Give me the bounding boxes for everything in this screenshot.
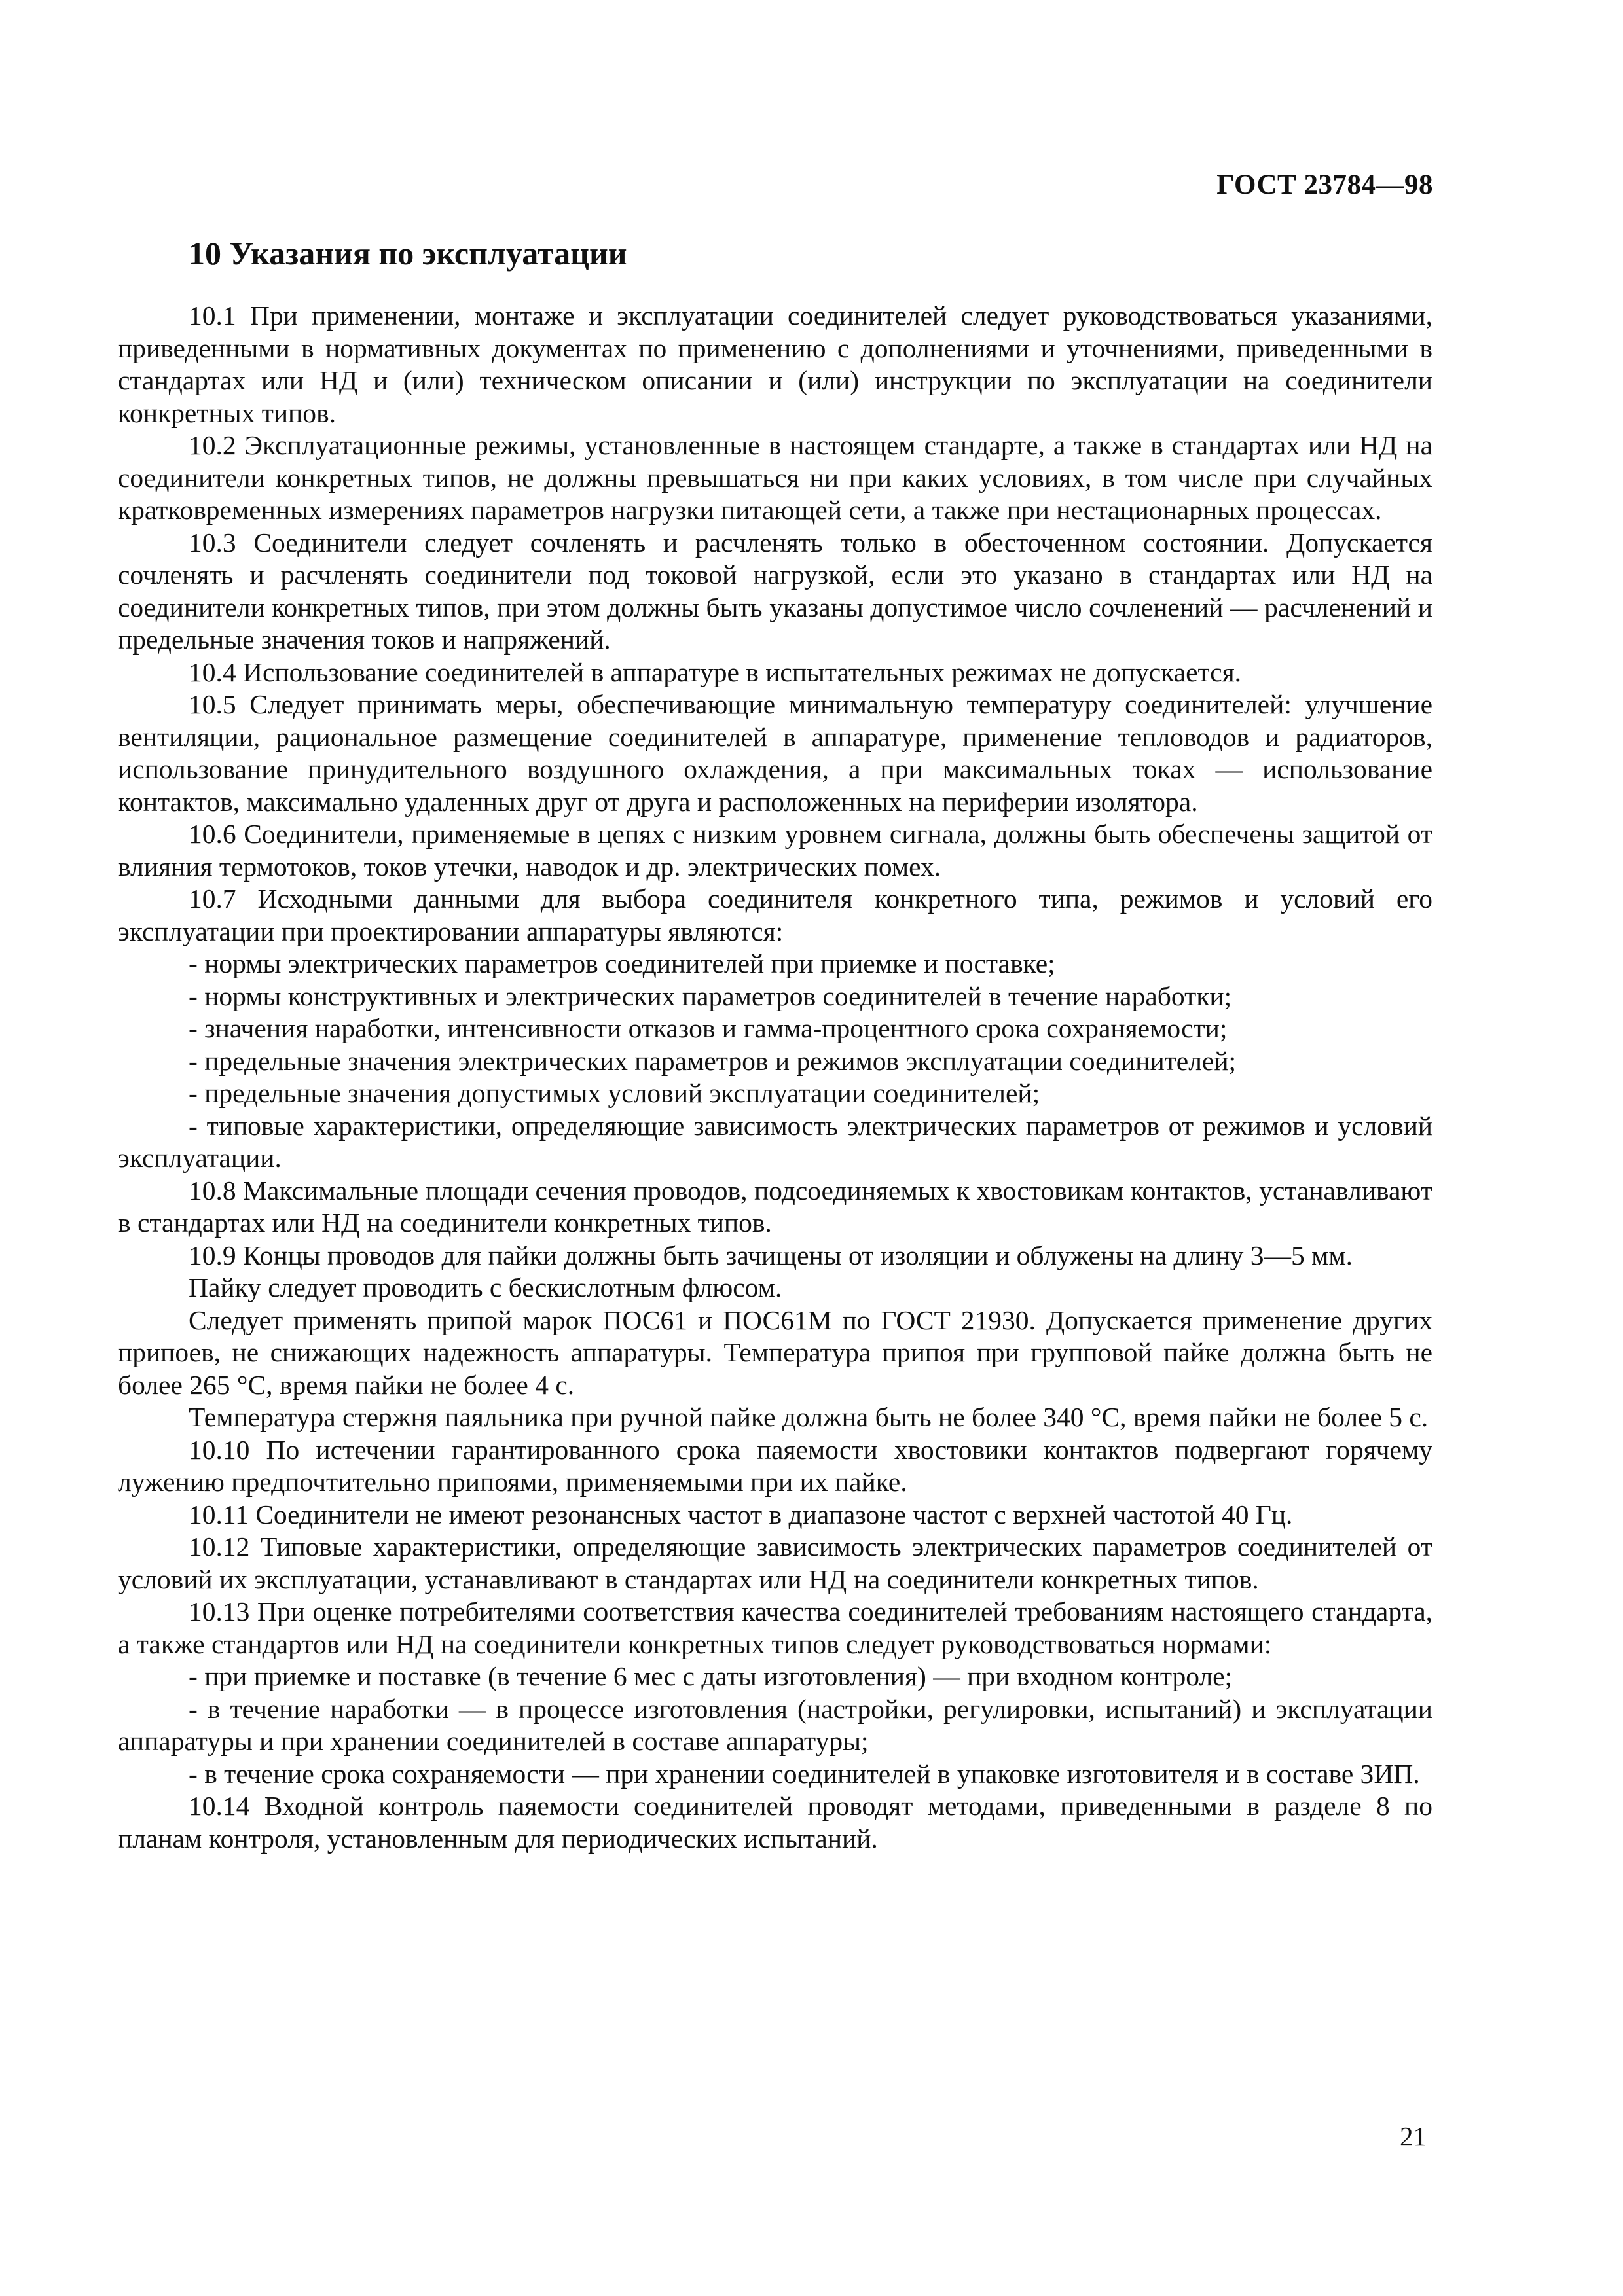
paragraph-solder: Следует применять припой марок ПОС61 и ПОС61М по ГОСТ 21930. Допускается применение других припоев, не снижающих надежность аппаратуры. Температура припоя при групповой пайке должна быть не более 265 °С, время пайки не более 4 с. (118, 1304, 1432, 1400)
list-item: - предельные значения электрических параметров и режимов эксплуатации соединителей; (189, 1045, 1237, 1076)
paragraph-10-5: 10.5 Следует принимать меры, обеспечивающие минимальную температуру соединителей: улучшение вентиляции, рациональное размещение соединителей в аппаратуре, применение тепловодов и радиаторов, использование принудительного воздушного охлаждения, а при максимальных токах — использование контактов, максимально удаленных друг от друга и расположенных на периферии изолятора. (118, 689, 1432, 817)
paragraph-10-11: 10.11 Соединители не имеют резонансных частот в диапазоне частот с верхней частотой 40 Гц. (189, 1499, 1293, 1530)
list-item: - в течение срока сохраняемости — при хранении соединителей в упаковке изготовителя и в составе ЗИП. (189, 1758, 1420, 1789)
paragraph-10-3: 10.3 Соединители следует сочленять и расчленять только в обесточенном состоянии. Допускается сочленять и расчленять соединители под токовой нагрузкой, если это указано в стандартах или НД на соединители конкретных типов, при этом должны быть указаны допустимое число сочленений — расчленений и предельные значения токов и напряжений. (118, 527, 1432, 655)
list-item: - в течение наработки — в процессе изготовления (настройки, регулировки, испытаний) и эксплуатации аппаратуры и при хранении соединителей в составе аппаратуры; (118, 1693, 1432, 1756)
paragraph-flux: Пайку следует проводить с бескислотным флюсом. (189, 1272, 782, 1302)
paragraph-10-4: 10.4 Использование соединителей в аппаратуре в испытательных режимах не допускается. (189, 656, 1242, 687)
paragraph-10-2: 10.2 Эксплуатационные режимы, установленные в настоящем стандарте, а также в стандартах или НД на соединители конкретных типов, не должны превышаться ни при каких условиях, в том числе при случайных кратковременных измерениях параметров нагрузки питающей сети, а также при нестационарных процессах. (118, 430, 1432, 525)
list-item: - при приемке и поставке (в течение 6 мес с даты изготовления) — при входном контроле; (189, 1661, 1233, 1691)
paragraph-10-10: 10.10 По истечении гарантированного срока паяемости хвостовики контактов подвергают горячему лужению предпочтительно припоями, применяемыми при их пайке. (118, 1434, 1432, 1497)
page-number: 21 (1400, 2121, 1427, 2151)
list-item: - предельные значения допустимых условий эксплуатации соединителей; (189, 1078, 1040, 1108)
list-item: - нормы конструктивных и электрических параметров соединителей в течение наработки; (189, 980, 1232, 1011)
paragraph-10-6: 10.6 Соединители, применяемые в цепях с низким уровнем сигнала, должны быть обеспечены защитой от влияния термотоков, токов утечки, наводок и др. электрических помех. (118, 819, 1432, 882)
list-item: - типовые характеристики, определяющие зависимость электрических параметров от режимов и условий эксплуатации. (118, 1110, 1432, 1173)
list-item: - нормы электрических параметров соединителей при приемке и поставке; (189, 948, 1055, 978)
paragraph-10-12: 10.12 Типовые характеристики, определяющие зависимость электрических параметров соединителей от условий их эксплуатации, устанавливают в стандартах или НД на соединители конкретных типов. (118, 1532, 1432, 1594)
standard-code: ГОСТ 23784—98 (1216, 170, 1433, 200)
section-title: 10 Указания по эксплуатации (189, 235, 627, 272)
section-body (118, 300, 1432, 1855)
paragraph-10-7: 10.7 Исходными данными для выбора соединителя конкретного типа, режимов и условий его эксплуатации при проектировании аппаратуры являются: (118, 884, 1432, 946)
paragraph-10-1: 10.1 При применении, монтаже и эксплуатации соединителей следует руководствоваться указаниями, приведенными в нормативных документах по применению с дополнениями и уточнениями, приведенными в стандартах или НД и (или) техническом описании и (или) инструкции по эксплуатации на соединители конкретных типов. (118, 300, 1432, 428)
list-item: - значения наработки, интенсивности отказов и гамма-процентного срока сохраняемости; (189, 1013, 1228, 1043)
paragraph-10-14: 10.14 Входной контроль паяемости соединителей проводят методами, приведенными в разделе 8 по планам контроля, установленным для периодических испытаний. (118, 1791, 1432, 1854)
paragraph-10-13: 10.13 При оценке потребителями соответствия качества соединителей требованиям настоящего стандарта, а также стандартов или НД на соединители конкретных типов следует руководствоваться нормами: (118, 1596, 1432, 1659)
paragraph-10-9: 10.9 Концы проводов для пайки должны быть зачищены от изоляции и облужены на длину 3—5 мм. (189, 1240, 1353, 1270)
paragraph-10-8: 10.8 Максимальные площади сечения проводов, подсоединяемых к хвостовикам контактов, устанавливают в стандартах или НД на соединители конкретных типов. (118, 1175, 1432, 1238)
paragraph-iron-temperature: Температура стержня паяльника при ручной пайке должна быть не более 340 °С, время пайки не более 5 с. (189, 1402, 1429, 1432)
